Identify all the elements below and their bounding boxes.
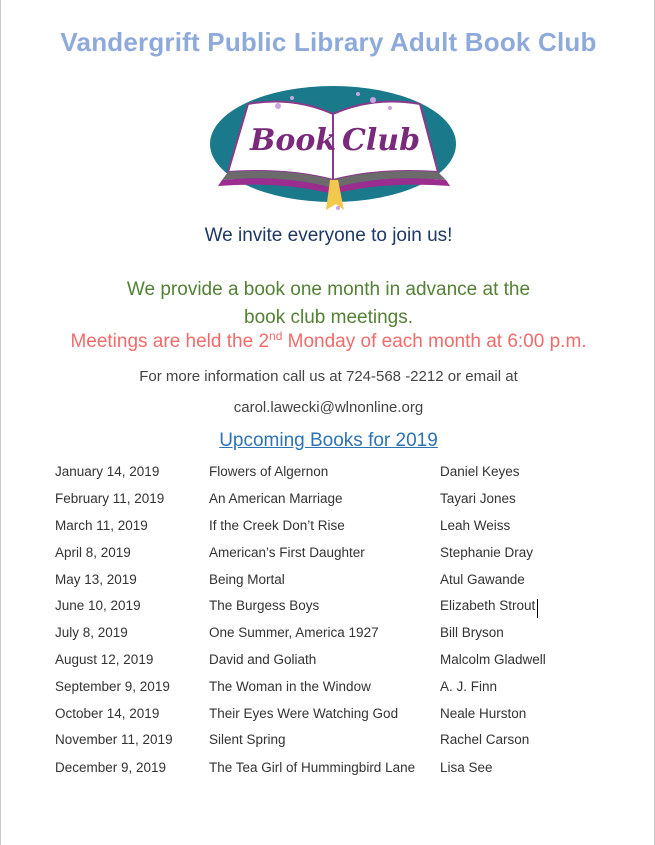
contact-email-text: carol.lawecki@wlnonline.org [233,399,424,416]
book-title: An American Marriage [209,491,343,506]
provide-text [1,276,655,332]
meetings-sup: nd [269,329,283,343]
schedule-row [1,598,655,618]
book-author: Malcolm Gladwell [440,652,546,667]
schedule-date: January 14, 2019 [55,464,160,479]
book-title: Their Eyes Were Watching God [209,706,399,721]
book-author: Tayari Jones [440,491,516,506]
schedule-row [1,491,655,511]
book-title: American’s First Daughter [209,545,365,560]
book-author: Atul Gawande [440,572,525,587]
schedule-row [1,545,655,565]
book-author: Neale Hurston [440,706,527,721]
provide-line-2: book club meetings. [244,307,413,328]
schedule-date: June 10, 2019 [55,598,141,613]
schedule-date: December 9, 2019 [55,760,167,775]
meetings-text [1,331,655,353]
book-author: Bill Bryson [440,625,504,640]
book-author: Leah Weiss [440,518,511,533]
provide-line-1: We provide a book one month in advance at the [126,279,531,300]
book-author: Stephanie Dray [440,545,534,560]
book-title: Silent Spring [209,732,286,747]
schedule-row [1,732,655,752]
meetings-after: Monday of each month at 6:00 p.m. [282,331,587,352]
book-title: The Woman in the Window [209,679,371,694]
book-title: Being Mortal [209,572,285,587]
schedule-date: February 11, 2019 [55,491,165,506]
book-title: David and Goliath [209,652,317,667]
schedule-date: May 13, 2019 [55,572,137,587]
book-title: The Tea Girl of Hummingbird Lane [209,760,416,775]
book-author: Daniel Keyes [440,464,520,479]
book-author: Lisa See [440,760,493,775]
invite-text: We invite everyone to join us! [204,225,453,246]
schedule-date: October 14, 2019 [55,706,160,721]
book-author: Rachel Carson [440,732,530,747]
book-author: A. J. Finn [440,679,498,694]
schedule-row [1,572,655,592]
schedule-row [1,464,655,484]
logo-text-club: Club [342,123,421,158]
schedule-row [1,760,655,780]
logo-text-book: Book [250,123,337,158]
contact-phone-text: For more information call us at 724-568 -2212 or email at [139,368,518,385]
page-title: Vandergrift Public Library Adult Book Club [60,27,597,57]
schedule-date: April 8, 2019 [55,545,131,560]
book-club-logo [208,84,458,212]
schedule-date: July 8, 2019 [55,625,128,640]
book-title: If the Creek Don’t Rise [209,518,345,533]
schedule-row [1,625,655,645]
schedule-row [1,652,655,672]
book-author: Elizabeth Strout [440,598,536,613]
schedule-date: March 11, 2019 [55,518,148,533]
schedule-date: August 12, 2019 [55,652,154,667]
schedule-date: November 11, 2019 [55,732,173,747]
book-title: The Burgess Boys [209,598,320,613]
upcoming-books-heading: Upcoming Books for 2019 [219,430,438,451]
schedule-date: September 9, 2019 [55,679,170,694]
book-title: Flowers of Algernon [209,464,329,479]
schedule-row [1,518,655,538]
schedule-row [1,679,655,699]
schedule-row [1,706,655,726]
meetings-before: Meetings are held the 2 [70,331,270,352]
book-title: One Summer, America 1927 [209,625,379,640]
text-cursor [537,599,538,618]
